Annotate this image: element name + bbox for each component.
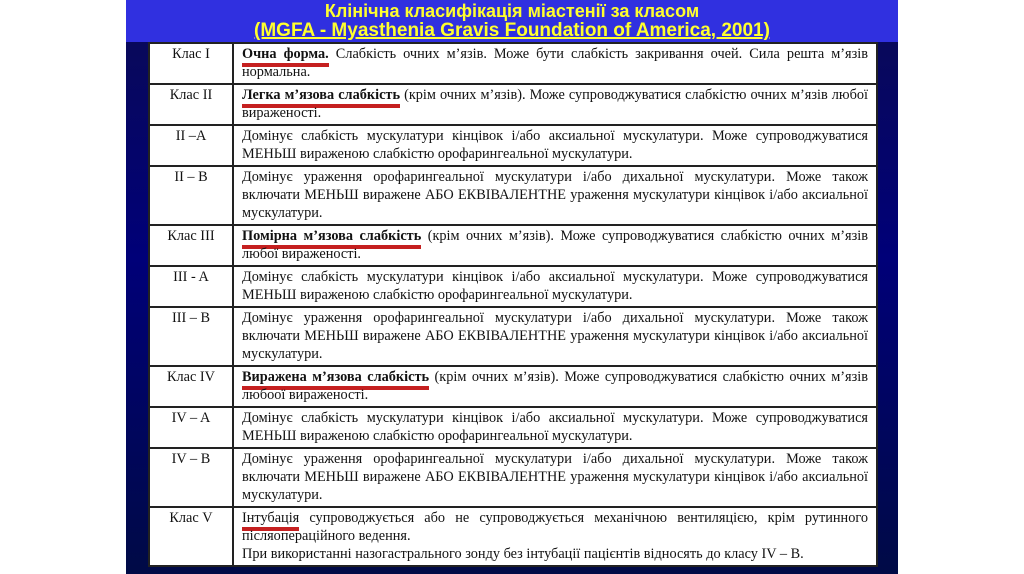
class-description-cell bbox=[233, 266, 877, 307]
class-label-cell: IV – B bbox=[149, 448, 233, 507]
description-paragraph: Домінує слабкість мускулатури кінцівок і/або аксиальної мускулатури. Може супроводжуватися МЕНЬШ вираженою слабкістю орофарингеальної мускулатури. bbox=[242, 269, 868, 303]
description-paragraph: Виражена м’язова слабкість (крім очних м’язів). Може супроводжуватися слабкістю очних м’язів любоої вираженості. bbox=[242, 369, 868, 403]
highlighted-term: Помірна м’язова слабкість bbox=[242, 228, 421, 249]
classification-table-body bbox=[149, 43, 877, 566]
description-paragraph: Очна форма. Слабкість очних м’язів. Може бути слабкість закривання очей. Сила решта м’язів нормальна. bbox=[242, 46, 868, 80]
table-row bbox=[149, 366, 877, 407]
highlighted-term: Очна форма. bbox=[242, 46, 329, 67]
slide-title bbox=[126, 0, 898, 42]
class-label-cell: Клас I bbox=[149, 43, 233, 84]
description-paragraph: Легка м’язова слабкість (крім очних м’язів). Може супроводжуватися слабкістю очних м’язів любої вираженості. bbox=[242, 87, 869, 121]
table-row bbox=[149, 166, 877, 225]
description-paragraph: Інтубація супроводжується або не супроводжується механічною вентиляцією, крім рутинного післяопераційного ведення. bbox=[242, 510, 868, 544]
class-label-cell: II –A bbox=[149, 125, 233, 166]
table-row bbox=[149, 84, 877, 125]
class-label-cell: IV – A bbox=[149, 407, 233, 448]
class-description-cell bbox=[233, 307, 877, 366]
class-description-cell bbox=[233, 366, 877, 407]
class-description-cell bbox=[233, 448, 877, 507]
class-description-cell bbox=[233, 84, 877, 125]
class-label-cell: III - A bbox=[149, 266, 233, 307]
table-row bbox=[149, 407, 877, 448]
class-label-cell: Клас II bbox=[149, 84, 233, 125]
description-paragraph: При використанні назогастрального зонду без інтубації пацієнтів відносять до класу IV – B. bbox=[242, 546, 804, 562]
description-paragraph: Помірна м’язова слабкість (крім очних м’язів). Може супроводжуватися слабкістю очних м’язів любої вираженості. bbox=[242, 228, 868, 262]
class-label-cell: II – B bbox=[149, 166, 233, 225]
class-description-cell bbox=[233, 43, 877, 84]
table-row bbox=[149, 225, 877, 266]
table-row bbox=[149, 125, 877, 166]
table-row bbox=[149, 43, 877, 84]
description-paragraph: Домінує ураження орофарингеальної мускулатури і/або дихальної мускулатури. Може також включати МЕНЬШ виражене АБО ЕКВІВАЛЕНТНЕ ураження мускулатури кінцівок і/або аксиальної мускулатури. bbox=[242, 310, 868, 362]
class-description-cell bbox=[233, 166, 877, 225]
slide-title-line2: (MGFA - Myasthenia Gravis Foundation of America, 2001) bbox=[254, 20, 770, 41]
class-label-cell: Клас IV bbox=[149, 366, 233, 407]
description-paragraph: Домінує слабкість мускулатури кінцівок і/або аксиальної мускулатури. Може супроводжуватися МЕНЬШ вираженою слабкістю орофарингеальної мускулатури. bbox=[242, 128, 868, 162]
table-row bbox=[149, 448, 877, 507]
class-label-cell: III – B bbox=[149, 307, 233, 366]
class-label-cell: Клас III bbox=[149, 225, 233, 266]
class-description-cell bbox=[233, 125, 877, 166]
slide-title-line1: Клінічна класифікація міастенії за класом bbox=[324, 1, 700, 21]
highlighted-term: Виражена м’язова слабкість bbox=[242, 369, 429, 390]
class-description-cell bbox=[233, 507, 877, 566]
highlighted-term: Інтубація bbox=[242, 510, 299, 531]
class-description-cell bbox=[233, 225, 877, 266]
description-paragraph: Домінує ураження орофарингеальної мускулатури і/або дихальної мускулатури. Може також включати МЕНЬШ виражене АБО ЕКВІВАЛЕНТНЕ ураження мускулатури кінцівок і/або аксиальної мускулатури. bbox=[242, 451, 868, 503]
description-paragraph: Домінує слабкість мускулатури кінцівок і/або аксиальної мускулатури. Може супроводжуватися МЕНЬШ вираженою слабкістю орофарингеальної мускулатури. bbox=[242, 410, 868, 444]
classification-table bbox=[148, 42, 878, 567]
class-label-cell: Клас V bbox=[149, 507, 233, 566]
table-row bbox=[149, 307, 877, 366]
table-row bbox=[149, 266, 877, 307]
highlighted-term: Легка м’язова слабкість bbox=[242, 87, 400, 108]
class-description-cell bbox=[233, 407, 877, 448]
table-row bbox=[149, 507, 877, 566]
slide-frame bbox=[126, 0, 898, 574]
description-paragraph: Домінує ураження орофарингеальної мускулатури і/або дихальної мускулатури. Може також включати МЕНЬШ виражене АБО ЕКВІВАЛЕНТНЕ ураження мускулатури кінцівок і/або аксиальної мускулатури. bbox=[242, 169, 868, 221]
